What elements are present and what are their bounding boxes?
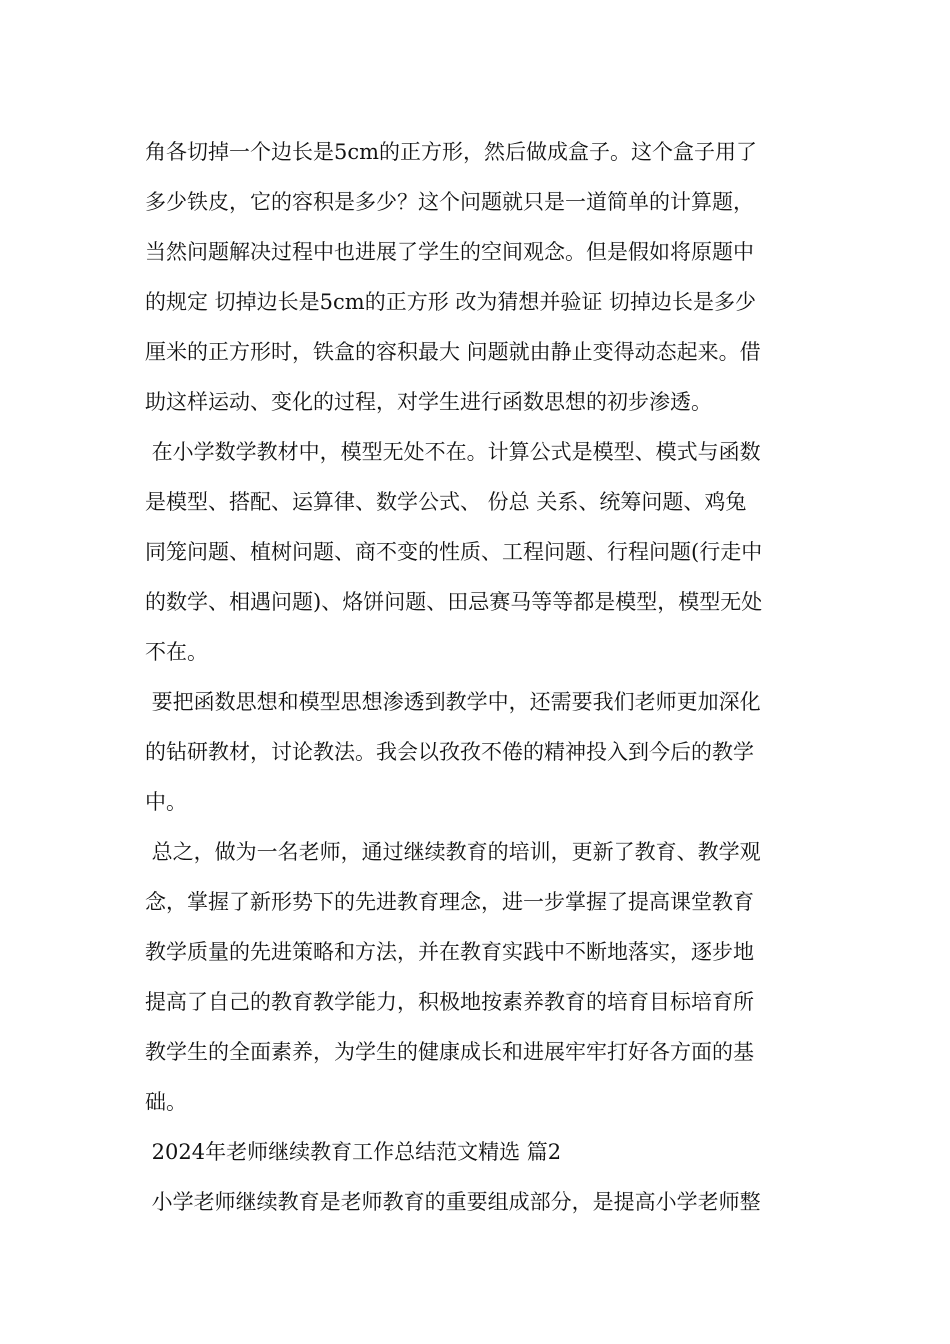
text-line: 提高了自己的教育教学能力，积极地按素养教育的培育目标培育所 — [145, 990, 754, 1014]
text-line: 不在。 — [145, 640, 208, 664]
text-line: 多少铁皮，它的容积是多少？这个问题就只是一道简单的计算题， — [145, 190, 754, 214]
text-line: 小学老师继续教育是老师教育的重要组成部分，是提高小学老师整 — [145, 1190, 761, 1214]
text-line: 同笼问题、植树问题、商不变的性质、工程问题、行程问题(行走中 — [145, 540, 763, 564]
section-heading: 2024年老师继续教育工作总结范文精选 篇2 — [145, 1140, 562, 1164]
text-line: 角各切掉一个边长是5cm的正方形，然后做成盒子。这个盒子用了 — [145, 140, 758, 164]
text-line: 的数学、相遇问题)、烙饼问题、田忌赛马等等都是模型，模型无处 — [145, 590, 763, 614]
text-line: 的钻研教材，讨论教法。我会以孜孜不倦的精神投入到今后的教学 — [145, 740, 754, 764]
text-line: 念，掌握了新形势下的先进教育理念，进一步掌握了提高课堂教育 — [145, 890, 754, 914]
text-line: 助这样运动、变化的过程，对学生进行函数思想的初步渗透。 — [145, 390, 712, 414]
text-line: 的规定 切掉边长是5cm的正方形 改为猜想并验证 切掉边长是多少 — [145, 290, 757, 314]
text-line: 教学质量的先进策略和方法，并在教育实践中不断地落实，逐步地 — [145, 940, 754, 964]
text-line: 厘米的正方形时，铁盒的容积最大 问题就由静止变得动态起来。借 — [145, 340, 761, 364]
text-line: 是模型、搭配、运算律、数学公式、 份总 关系、统筹问题、鸡兔 — [145, 490, 747, 514]
text-line: 要把函数思想和模型思想渗透到教学中，还需要我们老师更加深化 — [145, 690, 761, 714]
text-line: 础。 — [145, 1090, 187, 1114]
text-line: 当然问题解决过程中也进展了学生的空间观念。但是假如将原题中 — [145, 240, 754, 264]
text-line: 中。 — [145, 790, 187, 814]
text-line: 在小学数学教材中，模型无处不在。计算公式是模型、模式与函数 — [145, 440, 761, 464]
text-line: 总之，做为一名老师，通过继续教育的培训，更新了教育、教学观 — [145, 840, 761, 864]
text-line: 教学生的全面素养，为学生的健康成长和进展牢牢打好各方面的基 — [145, 1040, 754, 1064]
